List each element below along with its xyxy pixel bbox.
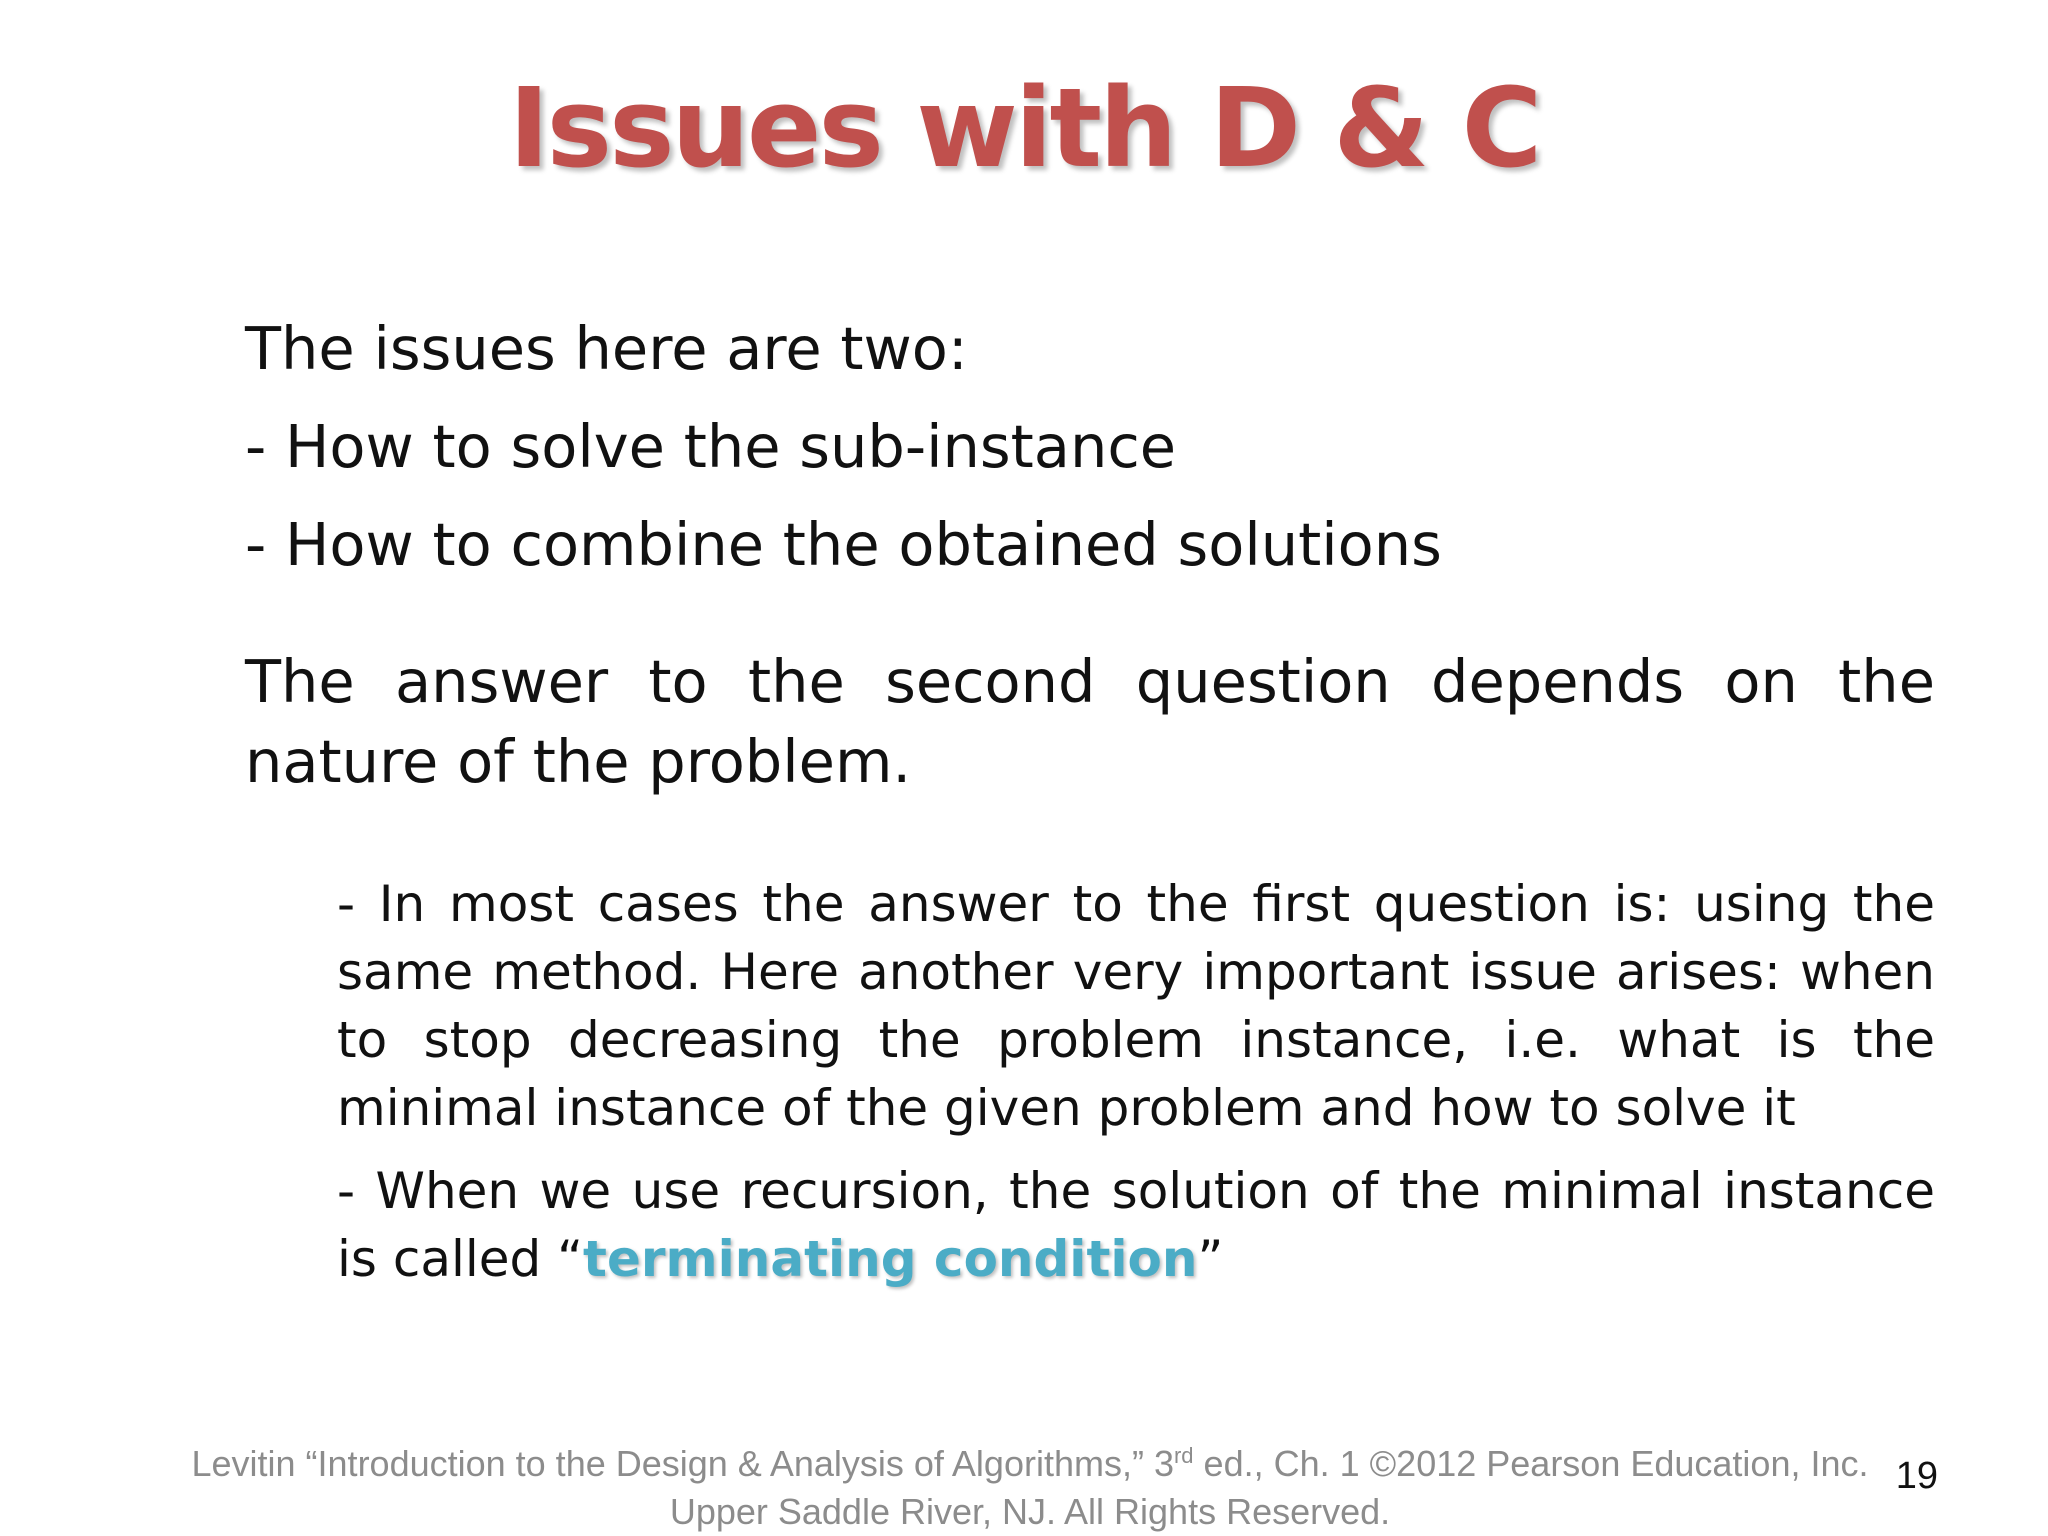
slide-title: Issues with D & C bbox=[508, 64, 1540, 192]
footer-part2: ed., Ch. 1 ©2012 Pearson Education, Inc. Upper Saddle River, NJ. All Rights Reserved. bbox=[669, 1443, 1869, 1532]
terminating-condition-highlight: terminating condition bbox=[583, 1230, 1198, 1288]
slide-body bbox=[245, 300, 1935, 802]
footer-superscript: rd bbox=[1173, 1443, 1194, 1468]
sub-point-second-prefix: - When we use recursion, the solution of the minimal instance is called “ bbox=[337, 1162, 1935, 1288]
issue-item-2: - How to combine the obtained solutions bbox=[245, 510, 1442, 579]
footer-part1: Levitin “Introduction to the Design & Analysis of Algorithms,” 3 bbox=[191, 1443, 1174, 1484]
intro-text: The issues here are two: bbox=[245, 314, 968, 383]
sub-point-second-suffix: ” bbox=[1197, 1230, 1224, 1288]
answer-paragraph: The answer to the second question depends on the nature of the problem. bbox=[245, 647, 1935, 796]
footer-citation bbox=[150, 1440, 1910, 1536]
page-number: 19 bbox=[1895, 1455, 1938, 1497]
sub-point-second bbox=[337, 1157, 1935, 1293]
issue-item-1: - How to solve the sub-instance bbox=[245, 412, 1177, 481]
sub-point-first: - In most cases the answer to the first question is: using the same method. Here another very important issue arises: when to stop decreasing the problem instance, i.e. what is the minimal instance of the given problem and how to solve it bbox=[337, 875, 1935, 1137]
